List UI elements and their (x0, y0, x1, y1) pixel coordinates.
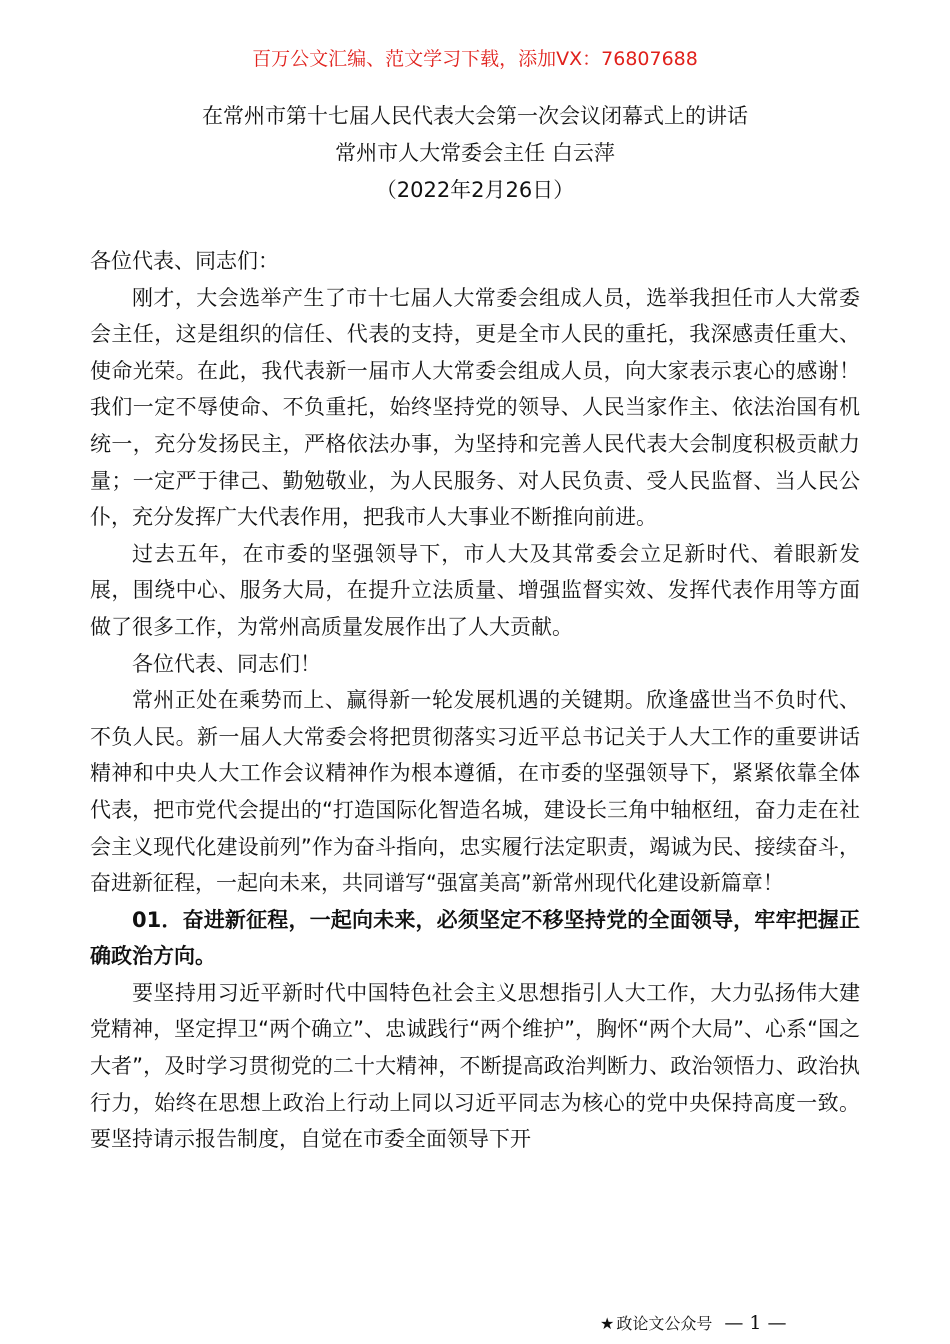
paragraph: 各位代表、同志们！ (132, 651, 321, 676)
footer-source: 政论文公众号 (616, 1314, 713, 1333)
download-banner: 百万公文汇编、范文学习下载，添加VX：76807688 (252, 48, 698, 70)
paragraph: 常州正处在乘势而上、赢得新一轮发展机遇的关键期。欣逢盛世当不负时代、不负人民。新一届人大常委会将把贯彻落实习近平总书记关于人大工作的重要讲话精神和中央人大工作会议精神作为根本遵循，在市委的坚强领导下，紧紧依靠全体代表，把市党代会提出的“打造国际化智造名城，建设长三角中轴枢纽，奋力走在社会主义现代化建设前列”作为奋斗指向，忠实履行法定职责，竭诚为民、接续奋斗，奋进新征程，一起向未来，共同谱写“强富美高”新常州现代化建设新篇章！ (90, 688, 860, 896)
paragraph: 刚才，大会选举产生了市十七届人大常委会组成人员，选举我担任市人大常委会主任，这是组织的信任、代表的支持，更是全市人民的重托，我深感责任重大、使命光荣。在此，我代表新一届市人大常委会组成人员，向大家表示衷心的感谢！我们一定不辱使命、不负重托，始终坚持党的领导、人民当家作主、依法治国有机统一，充分发扬民主，严格依法办事，为坚持和完善人民代表大会制度积极贡献力量；一定严于律己、勤勉敬业，为人民服务、对人民负责、受人民监督、当人民公仆，充分发挥广大代表作用，把我市人大事业不断推向前进。 (90, 285, 860, 530)
title-block (0, 98, 950, 209)
speaker-line: 常州市人大常委会主任 白云萍 (335, 141, 615, 165)
page-number: — 1 — (724, 1312, 787, 1334)
star-icon: ★ (600, 1314, 615, 1333)
salutation: 各位代表、同志们： (90, 249, 279, 273)
section-heading: 01．奋进新征程，一起向未来，必须坚定不移坚持党的全面领导，牢牢把握正确政治方向。 (90, 907, 860, 969)
speech-title: 在常州市第十七届人民代表大会第一次会议闭幕式上的讲话 (202, 104, 748, 128)
document-body (90, 243, 860, 1158)
paragraph: 要坚持用习近平新时代中国特色社会主义思想指引人大工作，大力弘扬伟大建党精神，坚定捍卫“两个确立”、忠诚践行“两个维护”，胸怀“两个大局”、心系“国之大者”，及时学习贯彻党的二十大精神，不断提高政治判断力、政治领悟力、政治执行力，始终在思想上政治上行动上同以习近平同志为核心的党中央保持高度一致。要坚持请示报告制度，自觉在市委全面领导下开 (90, 980, 860, 1152)
speech-date: （2022年2月26日） (375, 178, 575, 202)
page-footer (600, 1312, 900, 1335)
paragraph: 过去五年，在市委的坚强领导下，市人大及其常委会立足新时代、着眼新发展，围绕中心、服务大局，在提升立法质量、增强监督实效、发挥代表作用等方面做了很多工作，为常州高质量发展作出了人大贡献。 (90, 541, 860, 639)
